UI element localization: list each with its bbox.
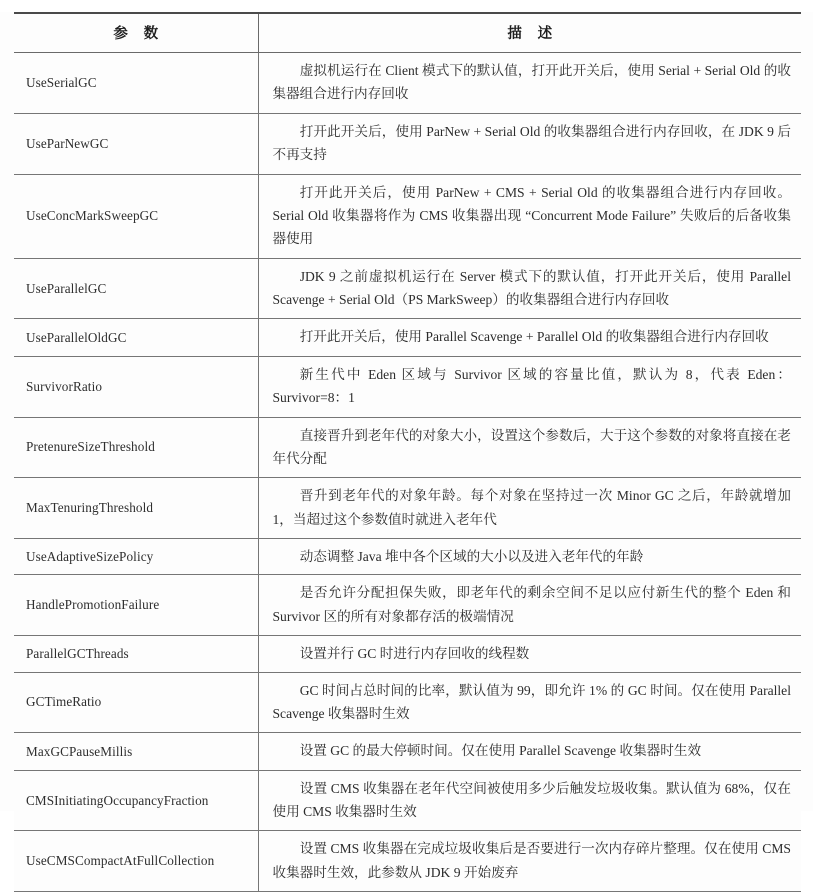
parameter-name-cell: MaxTenuringThreshold: [14, 478, 258, 539]
table-row: [14, 636, 801, 672]
table-header: [14, 13, 801, 53]
parameter-name-cell: UseAdaptiveSizePolicy: [14, 539, 258, 575]
parameter-name-cell: GCTimeRatio: [14, 672, 258, 733]
parameter-description-cell: 设置 CMS 收集器在老年代空间被使用多少后触发垃圾收集。默认值为 68%，仅在使用 CMS 收集器时生效: [258, 770, 801, 831]
parameter-name-cell: MaxGCPauseMillis: [14, 733, 258, 770]
parameter-description-cell: 设置 GC 的最大停顿时间。仅在使用 Parallel Scavenge 收集器时生效: [258, 733, 801, 770]
parameter-name-cell: UseConcMarkSweepGC: [14, 174, 258, 258]
parameter-description-cell: 设置 CMS 收集器在完成垃圾收集后是否要进行一次内存碎片整理。仅在使用 CMS 收集器时生效，此参数从 JDK 9 开始废弃: [258, 831, 801, 892]
table-row: [14, 113, 801, 174]
table-row: [14, 770, 801, 831]
parameter-description-cell: 是否允许分配担保失败，即老年代的剩余空间不足以应付新生代的整个 Eden 和 Survivor 区的所有对象都存活的极端情况: [258, 575, 801, 636]
parameter-name-cell: SurvivorRatio: [14, 356, 258, 417]
parameter-name-cell: UseParNewGC: [14, 113, 258, 174]
document-page: [0, 12, 813, 880]
parameter-name-cell: UseCMSCompactAtFullCollection: [14, 831, 258, 892]
parameter-description-cell: 设置并行 GC 时进行内存回收的线程数: [258, 636, 801, 672]
table-row: [14, 53, 801, 114]
parameter-name-cell: UseSerialGC: [14, 53, 258, 114]
parameter-name-cell: HandlePromotionFailure: [14, 575, 258, 636]
parameter-description-cell: 动态调整 Java 堆中各个区域的大小以及进入老年代的年龄: [258, 539, 801, 575]
table-body: [14, 53, 801, 892]
parameter-name-cell: PretenureSizeThreshold: [14, 417, 258, 478]
column-header-parameter: [14, 13, 258, 53]
table-row: [14, 417, 801, 478]
column-header-description-label: 描 述: [507, 26, 559, 42]
jvm-parameter-table: [14, 12, 801, 892]
table-row: [14, 831, 801, 892]
table-row: [14, 174, 801, 258]
column-header-description: [258, 13, 801, 53]
column-header-parameter-label: 参 数: [113, 26, 165, 42]
parameter-description-cell: 打开此开关后，使用 ParNew + Serial Old 的收集器组合进行内存回收，在 JDK 9 后不再支持: [258, 113, 801, 174]
parameter-description-cell: 打开此开关后，使用 Parallel Scavenge + Parallel Old 的收集器组合进行内存回收: [258, 319, 801, 356]
table-row: [14, 672, 801, 733]
parameter-name-cell: UseParallelGC: [14, 258, 258, 319]
table-row: [14, 258, 801, 319]
table-row: [14, 575, 801, 636]
table-row: [14, 319, 801, 356]
table-row: [14, 356, 801, 417]
parameter-name-cell: CMSInitiatingOccupancyFraction: [14, 770, 258, 831]
parameter-description-cell: 虚拟机运行在 Client 模式下的默认值，打开此开关后，使用 Serial + Serial Old 的收集器组合进行内存回收: [258, 53, 801, 114]
parameter-description-cell: 打开此开关后，使用 ParNew + CMS + Serial Old 的收集器组合进行内存回收。Serial Old 收集器将作为 CMS 收集器出现 “Concurrent Mode Failure” 失败后的后备收集器使用: [258, 174, 801, 258]
parameter-description-cell: 新生代中 Eden 区域与 Survivor 区域的容量比值，默认为 8，代表 Eden：Survivor=8：1: [258, 356, 801, 417]
table-row: [14, 478, 801, 539]
header-row: [14, 13, 801, 53]
table-row: [14, 733, 801, 770]
parameter-name-cell: UseParallelOldGC: [14, 319, 258, 356]
parameter-description-cell: 直接晋升到老年代的对象大小，设置这个参数后，大于这个参数的对象将直接在老年代分配: [258, 417, 801, 478]
parameter-name-cell: ParallelGCThreads: [14, 636, 258, 672]
parameter-description-cell: GC 时间占总时间的比率，默认值为 99，即允许 1% 的 GC 时间。仅在使用 Parallel Scavenge 收集器时生效: [258, 672, 801, 733]
parameter-description-cell: 晋升到老年代的对象年龄。每个对象在坚持过一次 Minor GC 之后，年龄就增加 1，当超过这个参数值时就进入老年代: [258, 478, 801, 539]
parameter-description-cell: JDK 9 之前虚拟机运行在 Server 模式下的默认值，打开此开关后，使用 Parallel Scavenge + Serial Old（PS MarkSweep）的收集器组合进行内存回收: [258, 258, 801, 319]
table-row: [14, 539, 801, 575]
